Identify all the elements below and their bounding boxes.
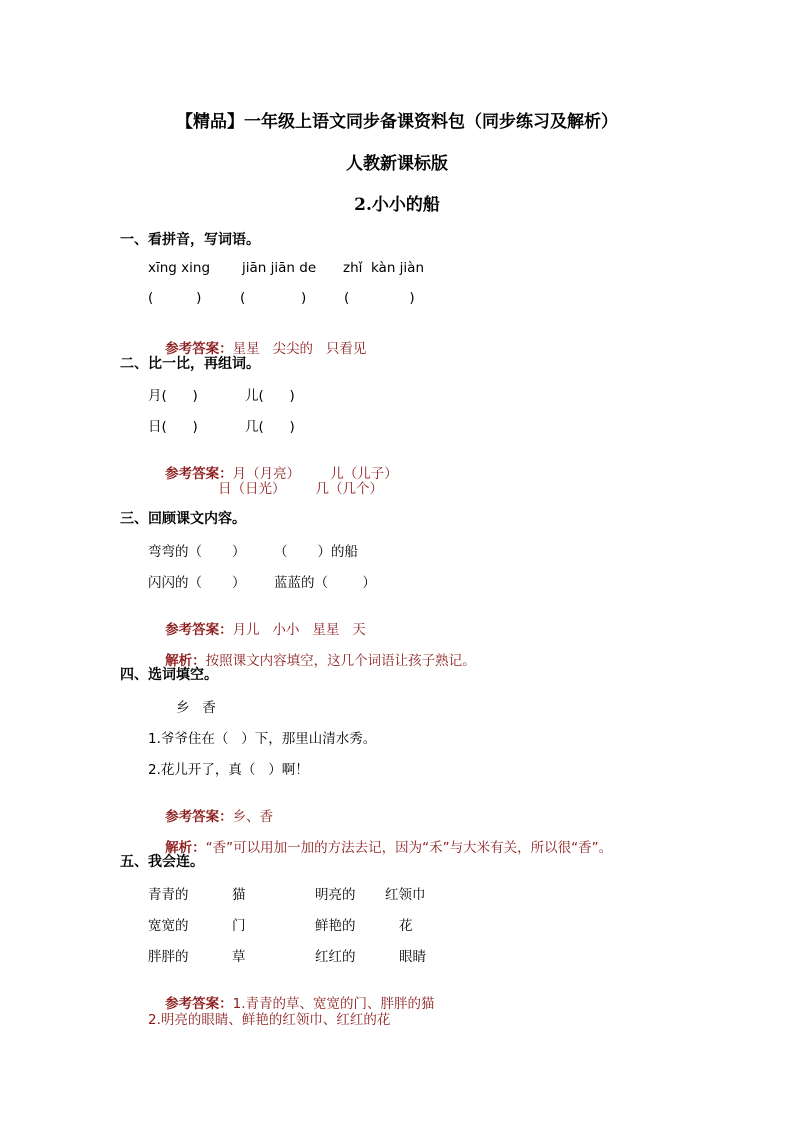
- answer-text: 星星 尖尖的 只看见: [232, 341, 367, 357]
- pinyin-1: xīng xing: [148, 260, 211, 276]
- compare-2b: 几( ): [245, 419, 295, 435]
- section-3-heading: 三、回顾课文内容。: [120, 511, 246, 527]
- match-cell: 猫: [232, 887, 246, 903]
- word-options: 乡 香: [176, 700, 216, 716]
- answer-label: 参考答案：: [165, 466, 233, 482]
- answer-text: 1.青青的草、宽宽的门、胖胖的猫: [232, 996, 435, 1012]
- answer-label: 参考答案：: [165, 341, 233, 357]
- document-title: 【精品】一年级上语文同步备课资料包（同步练习及解析）: [176, 112, 618, 132]
- match-cell: 眼睛: [399, 949, 426, 965]
- section-4-heading: 四、选词填空。: [120, 667, 218, 683]
- match-cell: 红领巾: [385, 887, 426, 903]
- lesson-title: 2.小小的船: [354, 195, 440, 215]
- answer-text: 月儿 小小 星星 天: [232, 622, 366, 638]
- compare-2a: 日( ): [148, 419, 198, 435]
- blank-1: ( ): [148, 290, 202, 306]
- document-subtitle: 人教新课标版: [346, 154, 448, 174]
- review-1a: 弯弯的（ ）: [148, 544, 246, 560]
- pinyin-3: zhǐ kàn jiàn: [343, 260, 425, 276]
- answer-5-line2: 2.明亮的眼睛、鲜艳的红领巾、红红的花: [148, 1012, 391, 1028]
- answer-label: 参考答案：: [165, 996, 233, 1012]
- answer-label: 参考答案：: [165, 622, 233, 638]
- pinyin-2: jiān jiān de: [242, 260, 317, 276]
- match-cell: 红红的: [315, 949, 356, 965]
- section-5-heading: 五、我会连。: [120, 854, 204, 870]
- match-cell: 青青的: [148, 887, 189, 903]
- match-cell: 草: [232, 949, 246, 965]
- blank-3: ( ): [344, 290, 415, 306]
- match-cell: 花: [399, 918, 413, 934]
- analysis-4: [148, 820, 612, 872]
- section-1-heading: 一、看拼音，写词语。: [120, 232, 260, 248]
- match-cell: 明亮的: [315, 887, 356, 903]
- review-2a: 闪闪的（ ）: [148, 575, 246, 591]
- match-cell: 鲜艳的: [315, 918, 356, 934]
- analysis-label: 解析：: [165, 653, 206, 669]
- analysis-text: 按照课文内容填空，这几个词语让孩子熟记。: [205, 653, 476, 669]
- compare-1b: 儿( ): [245, 388, 295, 404]
- analysis-label: 解析：: [165, 840, 206, 856]
- section-2-heading: 二、比一比，再组词。: [120, 356, 260, 372]
- review-2b: 蓝蓝的（ ）: [274, 575, 376, 591]
- answer-label: 参考答案：: [165, 809, 233, 825]
- review-1b: （ ）的船: [274, 544, 359, 560]
- answer-2-line2: 日（日光） 几（几个）: [218, 481, 384, 497]
- answer-text: 乡、香: [232, 809, 274, 825]
- answer-text: 月（月亮） 儿（儿子）: [232, 466, 398, 482]
- match-cell: 胖胖的: [148, 949, 189, 965]
- blank-2: ( ): [240, 290, 307, 306]
- fill-question-2: 2.花儿开了，真（ ）啊！: [148, 762, 309, 778]
- fill-question-1: 1.爷爷住在（ ）下，那里山清水秀。: [148, 731, 377, 747]
- analysis-text: “香”可以用加一加的方法去记，因为“禾”与大米有关，所以很“香”。: [205, 840, 613, 856]
- match-cell: 宽宽的: [148, 918, 189, 934]
- compare-1a: 月( ): [148, 388, 198, 404]
- match-cell: 门: [232, 918, 246, 934]
